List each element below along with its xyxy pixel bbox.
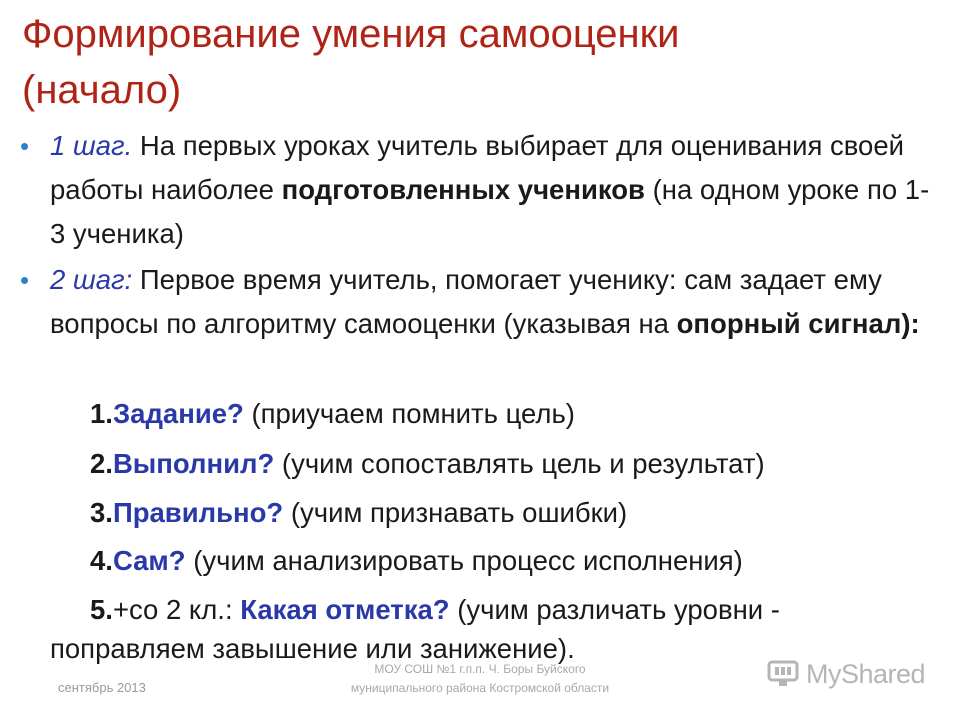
step-label: 2 шаг: [50, 264, 133, 295]
question-item: 1.Задание? (приучаем помнить цель) [90, 398, 575, 429]
title-line-2: (начало) [22, 68, 182, 112]
bullet-text-end: ): [901, 308, 920, 339]
question-key: Выполнил? [112, 448, 275, 479]
myshared-logo[interactable] [766, 656, 925, 692]
footer-organization: МОУ СОШ №1 г.п.п. Ч. Боры Буйского муниципального района Костромской области [350, 662, 610, 695]
step-label: 1 шаг. [50, 130, 133, 161]
mushroom-shared-icon [766, 659, 800, 689]
bullet-bold-text: опорный сигнал [676, 308, 902, 339]
continuation-text: поправляем завышение или занижение). [50, 633, 575, 664]
bullet-text: На первых уроках учитель выбирает для оценивания своей работы наиболее [50, 130, 904, 205]
question-key: Сам? [112, 545, 186, 576]
bullet-bold-text: подготовленных учеников [281, 174, 645, 205]
question-item: 3.Правильно? (учим признавать ошибки) [90, 497, 628, 528]
question-item: 5.+со 2 кл.: Какая отметка? (учим различать уровни - [90, 594, 780, 625]
logo-text: MyShared [806, 658, 926, 689]
bullet-dot-icon: • [20, 265, 30, 295]
bullet-text-end: (на одном уроке по 1-3 ученика) [50, 174, 930, 249]
question-item: 2.Выполнил? (учим сопоставлять цель и результат) [90, 448, 765, 479]
question-key: Правильно? [112, 497, 284, 528]
bullet-text: Первое время учитель, помогает ученику: сам задает ему вопросы по алгоритму самооценки (указывая на [50, 264, 882, 339]
bullet-dot-icon: • [20, 131, 30, 161]
bullet-step-2 [20, 258, 940, 346]
slide-title [22, 6, 922, 118]
footer-date: сентябрь 2013 [58, 680, 146, 695]
question-key: Задание? [112, 398, 244, 429]
question-item: 4.Сам? (учим анализировать процесс исполнения) [90, 545, 743, 576]
title-line-1: Формирование умения самооценки [22, 12, 680, 56]
bullet-step-1 [20, 124, 940, 256]
question-key: Какая отметка? [240, 594, 450, 625]
